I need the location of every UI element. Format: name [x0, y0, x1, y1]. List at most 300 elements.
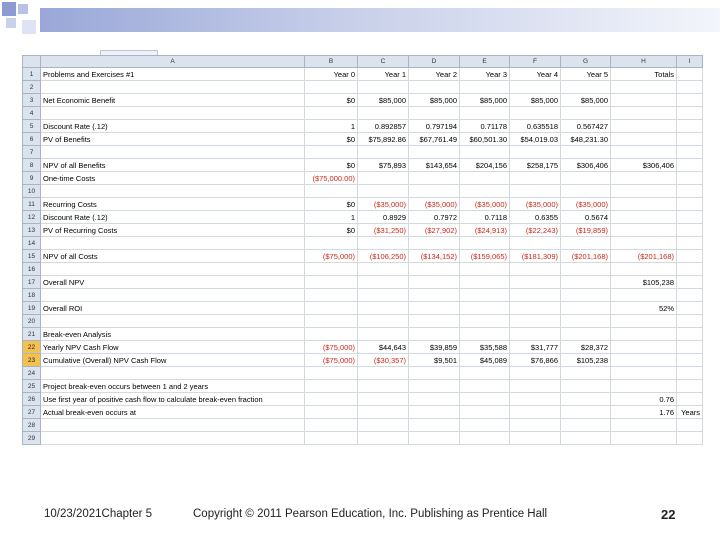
cell-e[interactable]	[460, 432, 510, 445]
row-header[interactable]: 23	[23, 354, 41, 367]
cell-d[interactable]: ($27,902)	[409, 224, 460, 237]
cell-g[interactable]	[561, 315, 611, 328]
cell-a[interactable]: Actual break-even occurs at	[41, 406, 305, 419]
cell-h[interactable]	[611, 380, 677, 393]
cell-d[interactable]	[409, 302, 460, 315]
cell-i[interactable]	[677, 276, 703, 289]
cell-f[interactable]: $54,019.03	[510, 133, 561, 146]
cell-i[interactable]	[677, 172, 703, 185]
cell-f[interactable]	[510, 315, 561, 328]
row-header[interactable]: 6	[23, 133, 41, 146]
cell-e[interactable]: ($159,065)	[460, 250, 510, 263]
cell-g[interactable]: ($35,000)	[561, 198, 611, 211]
column-header[interactable]: C	[358, 56, 409, 68]
row-header[interactable]: 8	[23, 159, 41, 172]
cell-b[interactable]	[305, 289, 358, 302]
cell-a[interactable]	[41, 315, 305, 328]
cell-d[interactable]	[409, 107, 460, 120]
name-box[interactable]	[100, 50, 158, 55]
cell-b[interactable]: ($75,000)	[305, 250, 358, 263]
cell-a[interactable]: Project break-even occurs between 1 and 2 years	[41, 380, 305, 393]
cell-g[interactable]	[561, 328, 611, 341]
cell-g[interactable]	[561, 107, 611, 120]
cell-a[interactable]: NPV of all Benefits	[41, 159, 305, 172]
cell-g[interactable]: $48,231.30	[561, 133, 611, 146]
cell-d[interactable]: 0.7972	[409, 211, 460, 224]
cell-i[interactable]	[677, 211, 703, 224]
cell-c[interactable]	[358, 276, 409, 289]
cell-a[interactable]: Problems and Exercises #1	[41, 68, 305, 81]
cell-i[interactable]	[677, 81, 703, 94]
cell-i[interactable]	[677, 107, 703, 120]
cell-g[interactable]	[561, 263, 611, 276]
cell-h[interactable]	[611, 211, 677, 224]
cell-i[interactable]	[677, 354, 703, 367]
row-header[interactable]: 12	[23, 211, 41, 224]
cell-d[interactable]: $143,654	[409, 159, 460, 172]
cell-h[interactable]: Totals	[611, 68, 677, 81]
cell-c[interactable]	[358, 328, 409, 341]
cell-b[interactable]	[305, 302, 358, 315]
cell-g[interactable]: ($201,168)	[561, 250, 611, 263]
cell-c[interactable]	[358, 263, 409, 276]
cell-a[interactable]	[41, 263, 305, 276]
cell-b[interactable]	[305, 81, 358, 94]
cell-f[interactable]	[510, 393, 561, 406]
select-all-corner[interactable]	[23, 56, 41, 68]
cell-b[interactable]: 1	[305, 120, 358, 133]
cell-h[interactable]	[611, 120, 677, 133]
cell-b[interactable]: $0	[305, 159, 358, 172]
cell-g[interactable]: ($19,859)	[561, 224, 611, 237]
cell-d[interactable]	[409, 380, 460, 393]
cell-d[interactable]	[409, 237, 460, 250]
cell-b[interactable]	[305, 237, 358, 250]
cell-f[interactable]: 0.6355	[510, 211, 561, 224]
row-header[interactable]: 27	[23, 406, 41, 419]
cell-f[interactable]	[510, 263, 561, 276]
cell-e[interactable]	[460, 107, 510, 120]
cell-f[interactable]	[510, 237, 561, 250]
cell-d[interactable]	[409, 406, 460, 419]
cell-g[interactable]: $105,238	[561, 354, 611, 367]
cell-f[interactable]	[510, 302, 561, 315]
cell-a[interactable]: Break-even Analysis	[41, 328, 305, 341]
cell-b[interactable]	[305, 328, 358, 341]
cell-e[interactable]	[460, 237, 510, 250]
cell-b[interactable]: Year 0	[305, 68, 358, 81]
cell-b[interactable]	[305, 432, 358, 445]
cell-d[interactable]	[409, 276, 460, 289]
cell-b[interactable]: ($75,000)	[305, 341, 358, 354]
row-header[interactable]: 24	[23, 367, 41, 380]
cell-i[interactable]	[677, 198, 703, 211]
cell-f[interactable]	[510, 172, 561, 185]
cell-h[interactable]: ($201,168)	[611, 250, 677, 263]
cell-i[interactable]	[677, 133, 703, 146]
cell-b[interactable]: $0	[305, 133, 358, 146]
cell-c[interactable]	[358, 367, 409, 380]
cell-b[interactable]: $0	[305, 198, 358, 211]
cell-e[interactable]	[460, 263, 510, 276]
cell-i[interactable]	[677, 68, 703, 81]
cell-h[interactable]	[611, 315, 677, 328]
cell-g[interactable]: $28,372	[561, 341, 611, 354]
cell-i[interactable]	[677, 328, 703, 341]
cell-e[interactable]: $85,000	[460, 94, 510, 107]
cell-e[interactable]	[460, 172, 510, 185]
cell-f[interactable]	[510, 328, 561, 341]
cell-g[interactable]: 0.5674	[561, 211, 611, 224]
cell-i[interactable]	[677, 367, 703, 380]
cell-d[interactable]	[409, 393, 460, 406]
cell-g[interactable]	[561, 367, 611, 380]
cell-b[interactable]: ($75,000.00)	[305, 172, 358, 185]
row-header[interactable]: 1	[23, 68, 41, 81]
cell-f[interactable]: $85,000	[510, 94, 561, 107]
cell-h[interactable]	[611, 107, 677, 120]
cell-f[interactable]	[510, 81, 561, 94]
cell-f[interactable]	[510, 432, 561, 445]
cell-h[interactable]	[611, 289, 677, 302]
cell-h[interactable]	[611, 198, 677, 211]
cell-c[interactable]	[358, 393, 409, 406]
column-header[interactable]: A	[41, 56, 305, 68]
cell-i[interactable]	[677, 380, 703, 393]
row-header[interactable]: 7	[23, 146, 41, 159]
column-header[interactable]: D	[409, 56, 460, 68]
cell-h[interactable]: $105,238	[611, 276, 677, 289]
cell-f[interactable]: $258,175	[510, 159, 561, 172]
cell-a[interactable]: Discount Rate (.12)	[41, 120, 305, 133]
cell-a[interactable]	[41, 419, 305, 432]
cell-i[interactable]	[677, 341, 703, 354]
cell-f[interactable]	[510, 380, 561, 393]
cell-e[interactable]	[460, 367, 510, 380]
column-header[interactable]: G	[561, 56, 611, 68]
cell-f[interactable]	[510, 289, 561, 302]
cell-d[interactable]	[409, 146, 460, 159]
cell-g[interactable]	[561, 276, 611, 289]
cell-c[interactable]: $75,892.86	[358, 133, 409, 146]
cell-c[interactable]: Year 1	[358, 68, 409, 81]
cell-b[interactable]	[305, 406, 358, 419]
cell-e[interactable]	[460, 302, 510, 315]
row-header[interactable]: 26	[23, 393, 41, 406]
cell-a[interactable]: PV of Recurring Costs	[41, 224, 305, 237]
cell-c[interactable]: ($106,250)	[358, 250, 409, 263]
cell-d[interactable]	[409, 419, 460, 432]
cell-b[interactable]: $0	[305, 224, 358, 237]
cell-a[interactable]	[41, 237, 305, 250]
cell-h[interactable]	[611, 237, 677, 250]
cell-h[interactable]	[611, 354, 677, 367]
cell-b[interactable]	[305, 185, 358, 198]
cell-c[interactable]	[358, 380, 409, 393]
cell-c[interactable]: $44,643	[358, 341, 409, 354]
cell-b[interactable]	[305, 367, 358, 380]
cell-g[interactable]	[561, 380, 611, 393]
cell-g[interactable]	[561, 393, 611, 406]
column-header[interactable]: I	[677, 56, 703, 68]
cell-d[interactable]	[409, 185, 460, 198]
cell-h[interactable]	[611, 133, 677, 146]
row-header[interactable]: 2	[23, 81, 41, 94]
cell-g[interactable]	[561, 172, 611, 185]
cell-i[interactable]	[677, 315, 703, 328]
cell-g[interactable]	[561, 237, 611, 250]
cell-d[interactable]: 0.797194	[409, 120, 460, 133]
cell-b[interactable]	[305, 393, 358, 406]
row-header[interactable]: 17	[23, 276, 41, 289]
row-header[interactable]: 16	[23, 263, 41, 276]
cell-c[interactable]	[358, 81, 409, 94]
cell-f[interactable]	[510, 185, 561, 198]
cell-i[interactable]	[677, 159, 703, 172]
cell-d[interactable]: $9,501	[409, 354, 460, 367]
cell-e[interactable]	[460, 380, 510, 393]
cell-c[interactable]	[358, 237, 409, 250]
cell-f[interactable]: Year 4	[510, 68, 561, 81]
cell-f[interactable]	[510, 146, 561, 159]
cell-h[interactable]: 1.76	[611, 406, 677, 419]
cell-f[interactable]: 0.635518	[510, 120, 561, 133]
cell-a[interactable]: Overall NPV	[41, 276, 305, 289]
cell-f[interactable]	[510, 367, 561, 380]
cell-e[interactable]: $60,501.30	[460, 133, 510, 146]
cell-h[interactable]	[611, 172, 677, 185]
cell-g[interactable]: 0.567427	[561, 120, 611, 133]
cell-c[interactable]	[358, 146, 409, 159]
cell-b[interactable]	[305, 276, 358, 289]
column-header[interactable]: B	[305, 56, 358, 68]
cell-a[interactable]	[41, 432, 305, 445]
cell-h[interactable]	[611, 94, 677, 107]
row-header[interactable]: 28	[23, 419, 41, 432]
cell-f[interactable]: ($22,243)	[510, 224, 561, 237]
cell-e[interactable]: 0.71178	[460, 120, 510, 133]
row-header[interactable]: 13	[23, 224, 41, 237]
cell-d[interactable]: Year 2	[409, 68, 460, 81]
cell-g[interactable]: $306,406	[561, 159, 611, 172]
row-header[interactable]: 21	[23, 328, 41, 341]
cell-e[interactable]: 0.7118	[460, 211, 510, 224]
cell-c[interactable]	[358, 419, 409, 432]
cell-i[interactable]	[677, 237, 703, 250]
cell-c[interactable]	[358, 315, 409, 328]
cell-f[interactable]: $31,777	[510, 341, 561, 354]
cell-i[interactable]	[677, 263, 703, 276]
column-header[interactable]: E	[460, 56, 510, 68]
cell-i[interactable]	[677, 289, 703, 302]
cell-a[interactable]: NPV of all Costs	[41, 250, 305, 263]
column-header[interactable]: H	[611, 56, 677, 68]
row-header[interactable]: 15	[23, 250, 41, 263]
cell-d[interactable]: ($134,152)	[409, 250, 460, 263]
row-header[interactable]: 14	[23, 237, 41, 250]
cell-d[interactable]	[409, 315, 460, 328]
cell-a[interactable]: Net Economic Benefit	[41, 94, 305, 107]
row-header[interactable]: 5	[23, 120, 41, 133]
cell-a[interactable]: Use first year of positive cash flow to calculate break-even fraction	[41, 393, 305, 406]
cell-c[interactable]	[358, 302, 409, 315]
row-header[interactable]: 4	[23, 107, 41, 120]
cell-e[interactable]: $35,588	[460, 341, 510, 354]
cell-b[interactable]: ($75,000)	[305, 354, 358, 367]
cell-i[interactable]	[677, 419, 703, 432]
row-header[interactable]: 25	[23, 380, 41, 393]
cell-a[interactable]	[41, 185, 305, 198]
row-header[interactable]: 10	[23, 185, 41, 198]
cell-b[interactable]	[305, 380, 358, 393]
cell-h[interactable]: $306,406	[611, 159, 677, 172]
cell-c[interactable]: ($30,357)	[358, 354, 409, 367]
row-header[interactable]: 3	[23, 94, 41, 107]
cell-i[interactable]	[677, 185, 703, 198]
cell-f[interactable]	[510, 276, 561, 289]
cell-f[interactable]	[510, 406, 561, 419]
cell-h[interactable]	[611, 432, 677, 445]
cell-c[interactable]	[358, 432, 409, 445]
cell-i[interactable]	[677, 120, 703, 133]
cell-g[interactable]	[561, 146, 611, 159]
cell-i[interactable]	[677, 393, 703, 406]
cell-d[interactable]	[409, 289, 460, 302]
cell-c[interactable]: ($35,000)	[358, 198, 409, 211]
cell-c[interactable]	[358, 289, 409, 302]
cell-h[interactable]	[611, 419, 677, 432]
cell-c[interactable]	[358, 107, 409, 120]
cell-d[interactable]	[409, 263, 460, 276]
cell-g[interactable]: $85,000	[561, 94, 611, 107]
cell-h[interactable]: 52%	[611, 302, 677, 315]
cell-e[interactable]	[460, 81, 510, 94]
cell-h[interactable]	[611, 185, 677, 198]
cell-i[interactable]: Years	[677, 406, 703, 419]
cell-b[interactable]	[305, 107, 358, 120]
cell-a[interactable]	[41, 367, 305, 380]
cell-d[interactable]: $85,000	[409, 94, 460, 107]
cell-f[interactable]: ($35,000)	[510, 198, 561, 211]
cell-a[interactable]	[41, 146, 305, 159]
cell-g[interactable]: Year 5	[561, 68, 611, 81]
cell-e[interactable]	[460, 315, 510, 328]
row-header[interactable]: 22	[23, 341, 41, 354]
cell-b[interactable]	[305, 419, 358, 432]
cell-b[interactable]	[305, 146, 358, 159]
row-header[interactable]: 19	[23, 302, 41, 315]
cell-i[interactable]	[677, 250, 703, 263]
cell-d[interactable]: $67,761.49	[409, 133, 460, 146]
cell-e[interactable]: ($24,913)	[460, 224, 510, 237]
cell-e[interactable]	[460, 185, 510, 198]
cell-a[interactable]: Discount Rate (.12)	[41, 211, 305, 224]
column-header[interactable]: F	[510, 56, 561, 68]
cell-c[interactable]: 0.892857	[358, 120, 409, 133]
cell-i[interactable]	[677, 302, 703, 315]
cell-i[interactable]	[677, 224, 703, 237]
cell-g[interactable]	[561, 406, 611, 419]
cell-a[interactable]	[41, 81, 305, 94]
cell-c[interactable]	[358, 172, 409, 185]
row-header[interactable]: 11	[23, 198, 41, 211]
cell-a[interactable]: Yearly NPV Cash Flow	[41, 341, 305, 354]
cell-c[interactable]	[358, 185, 409, 198]
cell-e[interactable]	[460, 328, 510, 341]
cell-h[interactable]	[611, 81, 677, 94]
cell-d[interactable]: $39,859	[409, 341, 460, 354]
cell-h[interactable]	[611, 224, 677, 237]
cell-f[interactable]: ($181,309)	[510, 250, 561, 263]
cell-e[interactable]: ($35,000)	[460, 198, 510, 211]
cell-h[interactable]	[611, 146, 677, 159]
cell-g[interactable]	[561, 419, 611, 432]
row-header[interactable]: 29	[23, 432, 41, 445]
cell-b[interactable]	[305, 263, 358, 276]
cell-a[interactable]: Overall ROI	[41, 302, 305, 315]
cell-g[interactable]	[561, 81, 611, 94]
cell-e[interactable]	[460, 419, 510, 432]
cell-g[interactable]	[561, 302, 611, 315]
cell-h[interactable]	[611, 328, 677, 341]
cell-a[interactable]: PV of Benefits	[41, 133, 305, 146]
cell-g[interactable]	[561, 289, 611, 302]
cell-a[interactable]: One-time Costs	[41, 172, 305, 185]
cell-a[interactable]	[41, 289, 305, 302]
cell-i[interactable]	[677, 146, 703, 159]
cell-d[interactable]	[409, 328, 460, 341]
cell-e[interactable]	[460, 146, 510, 159]
cell-h[interactable]	[611, 367, 677, 380]
cell-e[interactable]	[460, 406, 510, 419]
cell-d[interactable]	[409, 367, 460, 380]
cell-e[interactable]	[460, 276, 510, 289]
cell-f[interactable]	[510, 107, 561, 120]
cell-g[interactable]	[561, 185, 611, 198]
cell-a[interactable]	[41, 107, 305, 120]
cell-c[interactable]	[358, 406, 409, 419]
cell-e[interactable]: Year 3	[460, 68, 510, 81]
row-header[interactable]: 9	[23, 172, 41, 185]
cell-h[interactable]	[611, 341, 677, 354]
cell-c[interactable]: ($31,250)	[358, 224, 409, 237]
cell-e[interactable]	[460, 289, 510, 302]
cell-f[interactable]	[510, 419, 561, 432]
cell-a[interactable]: Cumulative (Overall) NPV Cash Flow	[41, 354, 305, 367]
cell-c[interactable]: 0.8929	[358, 211, 409, 224]
cell-b[interactable]: $0	[305, 94, 358, 107]
cell-i[interactable]	[677, 432, 703, 445]
cell-i[interactable]	[677, 94, 703, 107]
row-header[interactable]: 20	[23, 315, 41, 328]
cell-e[interactable]	[460, 393, 510, 406]
cell-b[interactable]: 1	[305, 211, 358, 224]
cell-c[interactable]: $75,893	[358, 159, 409, 172]
cell-c[interactable]: $85,000	[358, 94, 409, 107]
cell-d[interactable]	[409, 81, 460, 94]
cell-a[interactable]: Recurring Costs	[41, 198, 305, 211]
cell-e[interactable]: $45,089	[460, 354, 510, 367]
cell-d[interactable]: ($35,000)	[409, 198, 460, 211]
cell-e[interactable]: $204,156	[460, 159, 510, 172]
cell-h[interactable]: 0.76	[611, 393, 677, 406]
cell-d[interactable]	[409, 172, 460, 185]
cell-d[interactable]	[409, 432, 460, 445]
row-header[interactable]: 18	[23, 289, 41, 302]
cell-h[interactable]	[611, 263, 677, 276]
cell-f[interactable]: $76,866	[510, 354, 561, 367]
cell-b[interactable]	[305, 315, 358, 328]
